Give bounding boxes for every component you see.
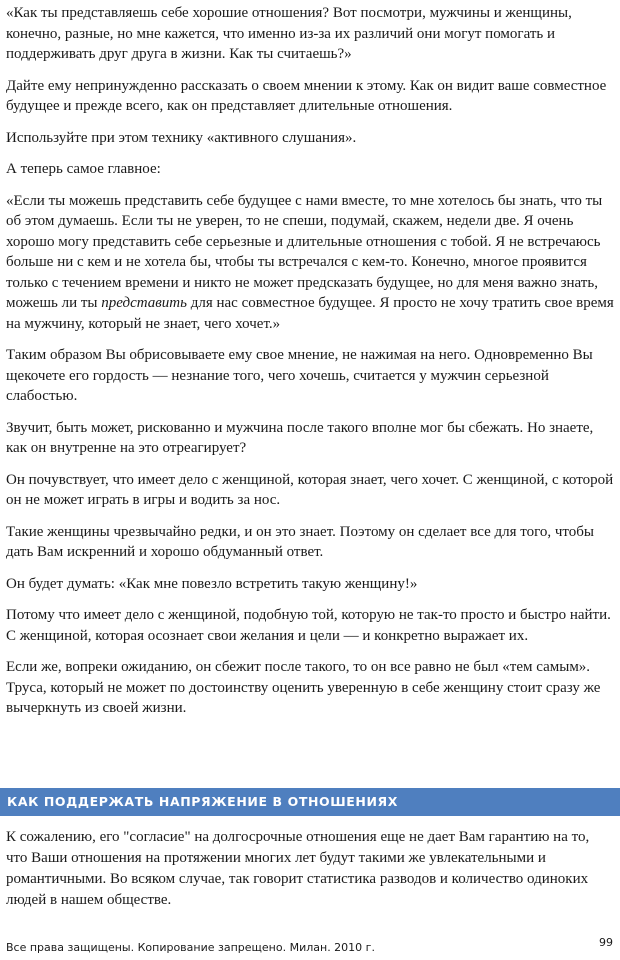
footer-copyright: Все права защищены. Копирование запрещено. Милан. 2010 г. [6, 941, 375, 954]
paragraph: Он почувствует, что имеет дело с женщиной, которая знает, чего хочет. С женщиной, с которой он не может играть в игры и водить за нос. [6, 471, 614, 508]
paragraph: Такие женщины чрезвычайно редки, и он это знает. Поэтому он сделает все для того, чтобы дать Вам искренний и хорошо обдуманный ответ. [6, 523, 594, 560]
paragraph: Потому что имеет дело с женщиной, подобную той, которую не так-то просто и быстро найти. С женщиной, которая осознает свои желания и цели — и конкретно выражает их. [6, 607, 611, 644]
paragraph-text: «Если ты можешь представить себе будущее с нами вместе, то мне хотелось бы знать, что ты об этом думаешь. Если ты не уверен, то не спеши, подумай, скажем, недели две. Я очень хорошо могу представить себе серьезные и длительные отношения с тобой. Я не встречаюсь больше ни с кем и не хотела бы, чтобы ты встречался с кем-то. Конечно, многое проявится только с течением времени и никто не может предсказать будущее, но для меня важно знать, можешь ли ты [6, 192, 603, 311]
page-number: 99 [599, 936, 613, 949]
paragraph: К сожалению, его "согласие" на долгосрочные отношения еще не дает Вам гарантию на то, что Ваши отношения на протяжении многих лет будут такими же увлекательными и романтичными. Во всяком случае, так говорит статистика разводов и количество одиноких людей в нашем обществе. [6, 829, 590, 908]
body-text [6, 3, 614, 730]
paragraph: «Как ты представляешь себе хорошие отношения? Вот посмотри, мужчины и женщины, конечно, разные, но мне кажется, что именно из-за их различий они могут помогать и поддерживать друг друга в жизни. Как ты считаешь?» [6, 5, 572, 62]
paragraph: Если же, вопреки ожиданию, он сбежит после такого, то он все равно не был «тем самым». Труса, который не может по достоинству оценить уверенную в себе женщину стоит сразу же вычеркнуть из своей жизни. [6, 659, 601, 716]
emphasized-word: представить [101, 295, 187, 311]
paragraph: А теперь самое главное: [6, 161, 161, 177]
section-heading: КАК ПОДДЕРЖАТЬ НАПРЯЖЕНИЕ В ОТНОШЕНИЯХ [0, 788, 620, 816]
paragraph-text: для нас совместное будущее. Я просто не хочу тратить свое время на мужчину, который не знает, чего хочет.» [6, 295, 614, 332]
paragraph: Используйте при этом технику «активного слушания». [6, 129, 357, 146]
paragraph: Звучит, быть может, рискованно и мужчина после такого вполне мог бы сбежать. Но знаете, как он внутренне на это отреагирует? [6, 419, 594, 456]
paragraph: Таким образом Вы обрисовываете ему свое мнение, не нажимая на него. Одновременно Вы щекочете его гордость — незнание того, чего хочешь, считается у мужчин серьезной слабостью. [6, 347, 593, 404]
section-body-text [6, 827, 614, 911]
paragraph: Он будет думать: «Как мне повезло встретить такую женщину!» [6, 575, 418, 592]
paragraph: Дайте ему непринужденно рассказать о своем мнении к этому. Как он видит ваше совместное будущее и прежде всего, как он представляет длительные отношения. [6, 77, 607, 114]
paragraph [6, 191, 614, 335]
